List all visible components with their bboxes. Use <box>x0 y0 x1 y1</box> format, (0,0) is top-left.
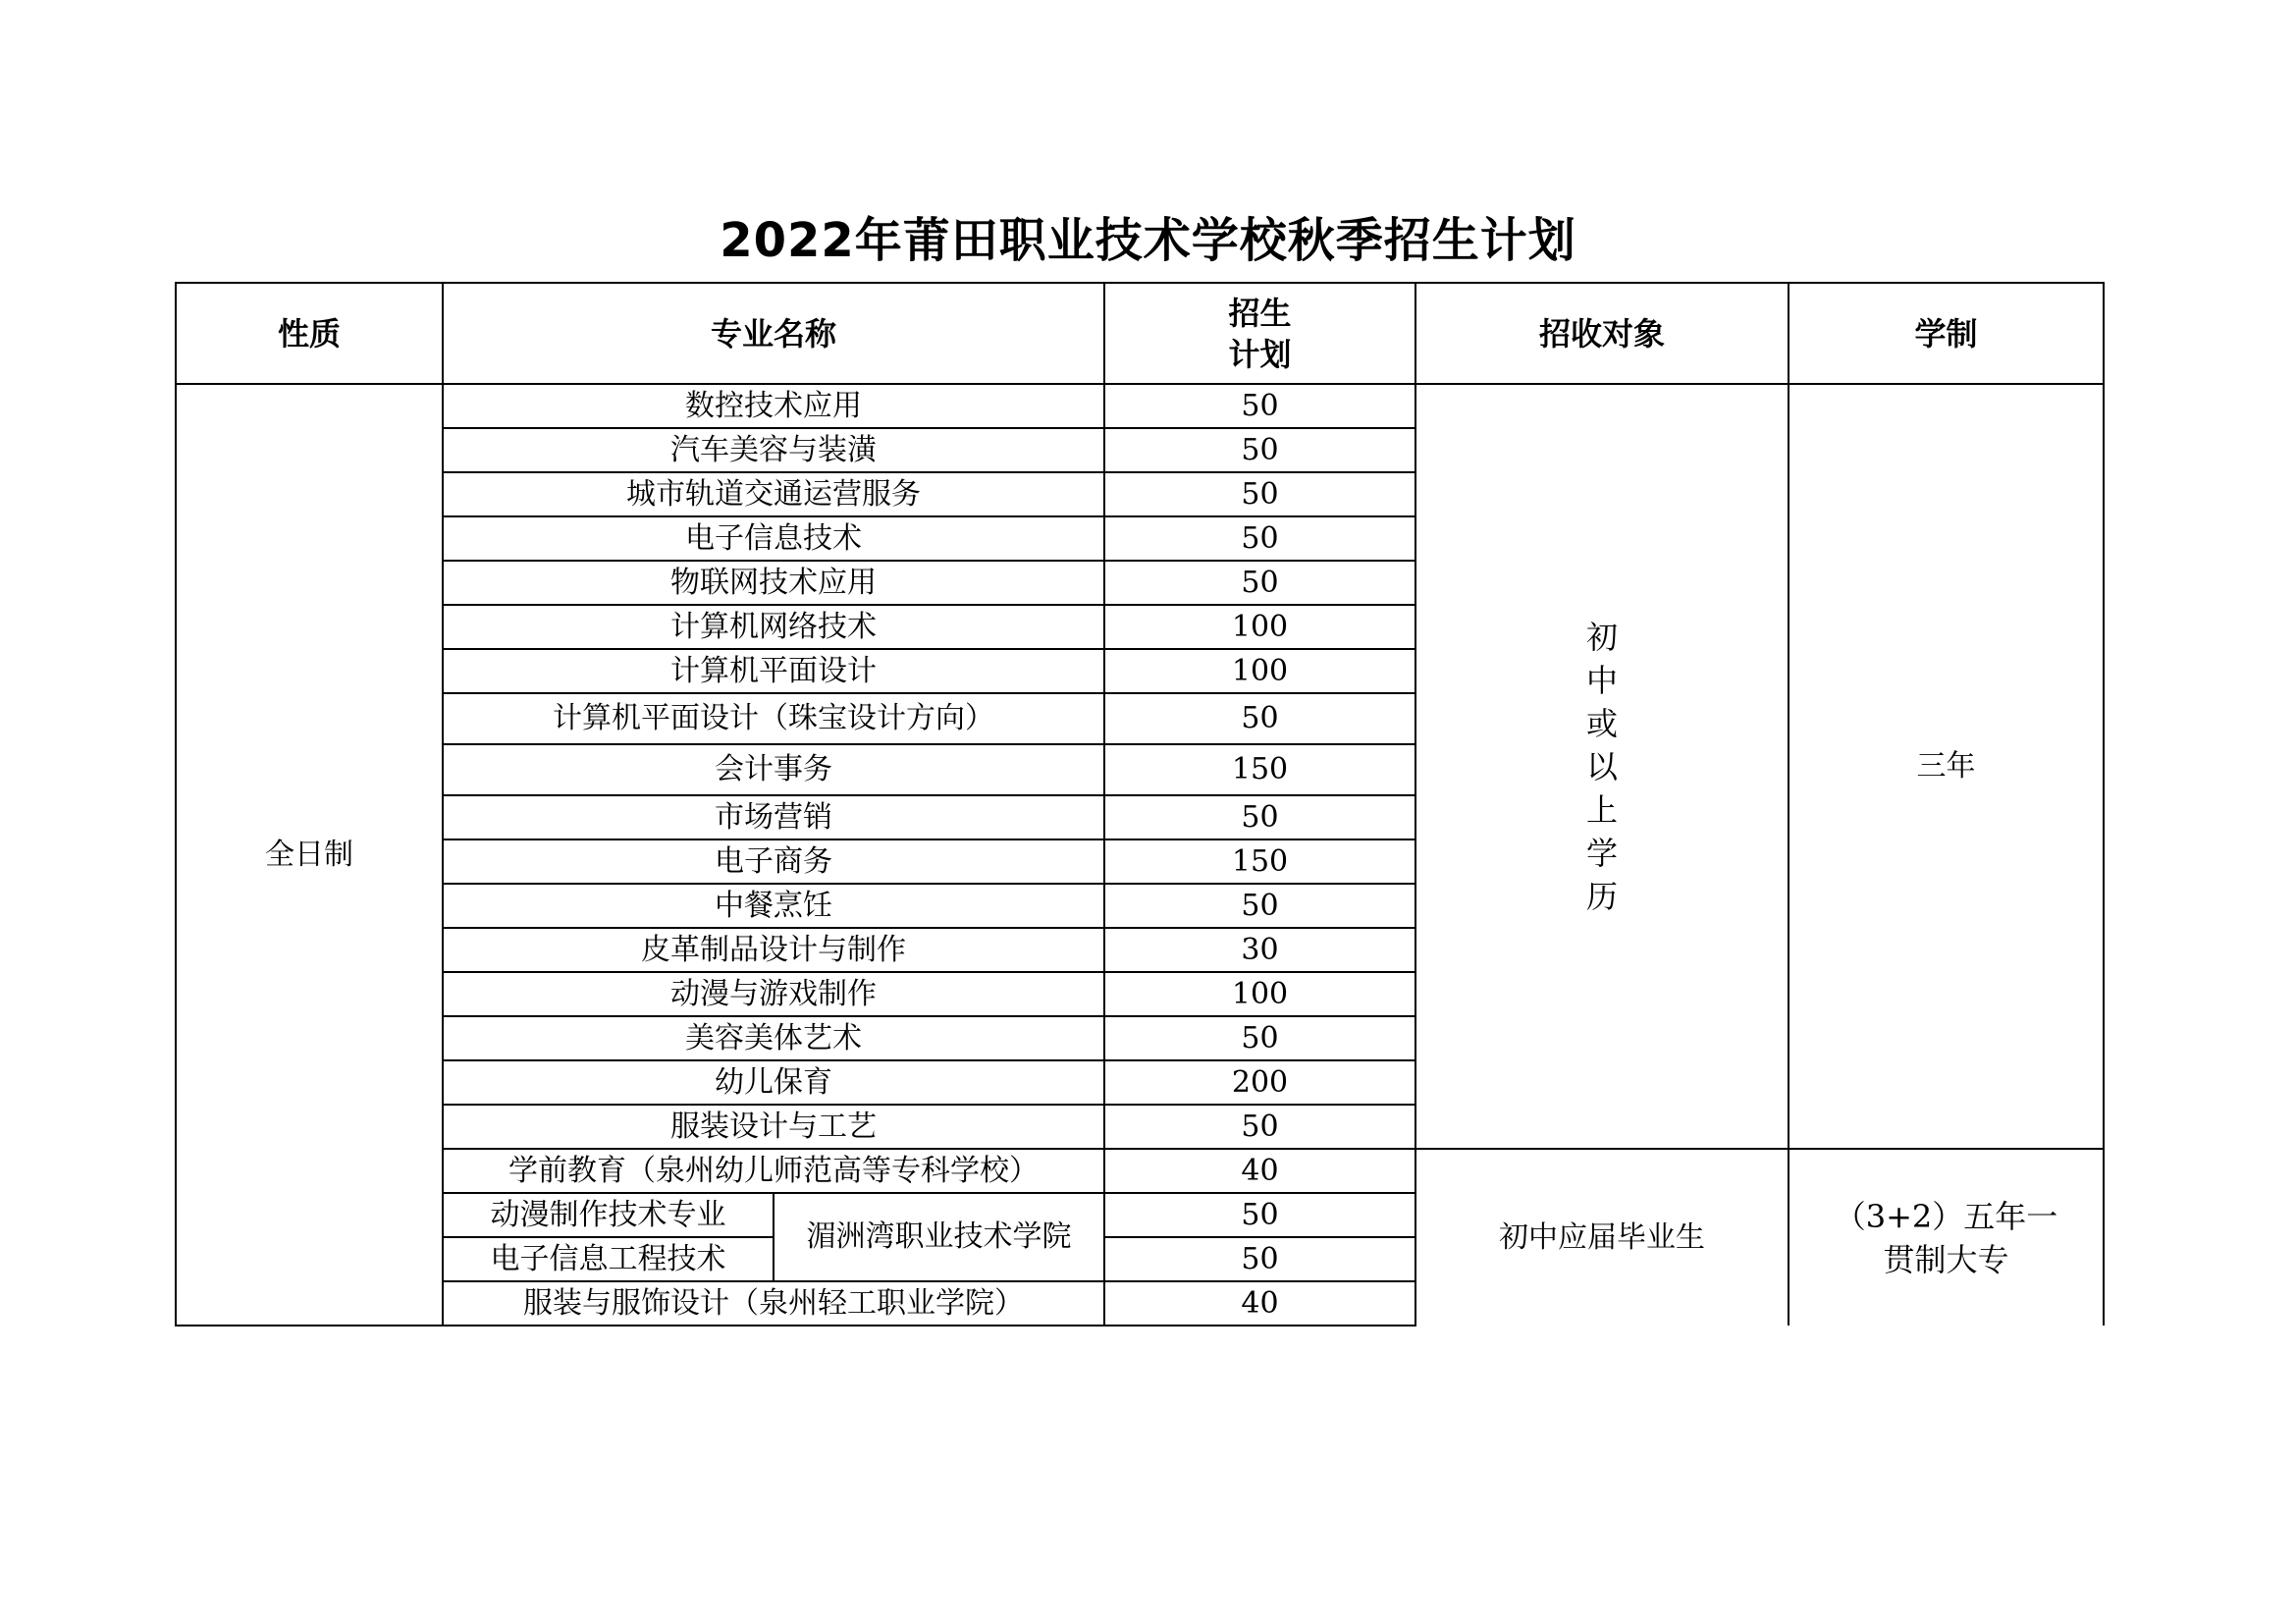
plan-cell: 100 <box>1104 649 1415 693</box>
plan-cell: 50 <box>1104 561 1415 605</box>
five-year-target-cell: 初中应届毕业生 <box>1415 1149 1789 1326</box>
header-nature: 性质 <box>176 283 443 384</box>
major-cell: 物联网技术应用 <box>443 561 1104 605</box>
plan-cell: 50 <box>1104 472 1415 516</box>
header-target: 招收对象 <box>1415 283 1789 384</box>
major-cell: 电子信息技术 <box>443 516 1104 561</box>
partner-school-cell: 湄洲湾职业技术学院 <box>774 1193 1104 1281</box>
major-cell: 市场营销 <box>443 795 1104 839</box>
plan-cell: 100 <box>1104 972 1415 1016</box>
major-cell: 美容美体艺术 <box>443 1016 1104 1060</box>
plan-cell: 150 <box>1104 839 1415 884</box>
plan-cell: 50 <box>1104 1105 1415 1149</box>
target-vertical-text: 初中或以上学历 <box>1585 618 1618 915</box>
major-cell: 城市轨道交通运营服务 <box>443 472 1104 516</box>
major-cell: 汽车美容与装潢 <box>443 428 1104 472</box>
header-plan-line2: 计划 <box>1228 335 1292 373</box>
major-cell: 中餐烹饪 <box>443 884 1104 928</box>
plan-cell: 150 <box>1104 744 1415 795</box>
enrollment-plan-table <box>175 282 2105 1326</box>
header-plan-line1: 招生 <box>1228 294 1292 332</box>
major-cell: 数控技术应用 <box>443 384 1104 428</box>
duration-cell: 三年 <box>1789 384 2104 1149</box>
document-title: 2022年莆田职业技术学校秋季招生计划 <box>720 213 1576 268</box>
table-header-row <box>176 283 2104 384</box>
target-cell <box>1415 384 1789 1149</box>
major-cell: 动漫与游戏制作 <box>443 972 1104 1016</box>
plan-cell: 50 <box>1104 428 1415 472</box>
major-cell: 皮革制品设计与制作 <box>443 928 1104 972</box>
plan-cell: 50 <box>1104 516 1415 561</box>
major-cell: 会计事务 <box>443 744 1104 795</box>
plan-cell: 50 <box>1104 795 1415 839</box>
plan-cell: 50 <box>1104 884 1415 928</box>
major-cell: 计算机平面设计 <box>443 649 1104 693</box>
major-cell: 学前教育（泉州幼儿师范高等专科学校） <box>443 1149 1104 1193</box>
five-year-duration-cell <box>1789 1149 2104 1326</box>
five-year-duration-text: （3+2）五年一贯制大专 <box>1834 1197 2058 1278</box>
plan-cell: 50 <box>1104 1193 1415 1237</box>
plan-cell: 50 <box>1104 384 1415 428</box>
major-cell: 电子信息工程技术 <box>443 1237 774 1281</box>
plan-cell: 100 <box>1104 605 1415 649</box>
major-cell: 幼儿保育 <box>443 1060 1104 1105</box>
nature-cell: 全日制 <box>176 384 443 1326</box>
major-cell: 电子商务 <box>443 839 1104 884</box>
major-cell: 服装设计与工艺 <box>443 1105 1104 1149</box>
major-cell: 计算机平面设计（珠宝设计方向） <box>443 693 1104 744</box>
header-major: 专业名称 <box>443 283 1104 384</box>
plan-cell: 30 <box>1104 928 1415 972</box>
major-cell: 服装与服饰设计（泉州轻工职业学院） <box>443 1281 1104 1326</box>
plan-cell: 40 <box>1104 1281 1415 1326</box>
table-row <box>176 1149 2104 1193</box>
header-plan <box>1104 283 1415 384</box>
plan-cell: 50 <box>1104 1237 1415 1281</box>
plan-cell: 200 <box>1104 1060 1415 1105</box>
major-cell: 计算机网络技术 <box>443 605 1104 649</box>
plan-cell: 40 <box>1104 1149 1415 1193</box>
major-cell: 动漫制作技术专业 <box>443 1193 774 1237</box>
plan-cell: 50 <box>1104 1016 1415 1060</box>
table-row <box>176 384 2104 428</box>
plan-cell: 50 <box>1104 693 1415 744</box>
header-duration: 学制 <box>1789 283 2104 384</box>
